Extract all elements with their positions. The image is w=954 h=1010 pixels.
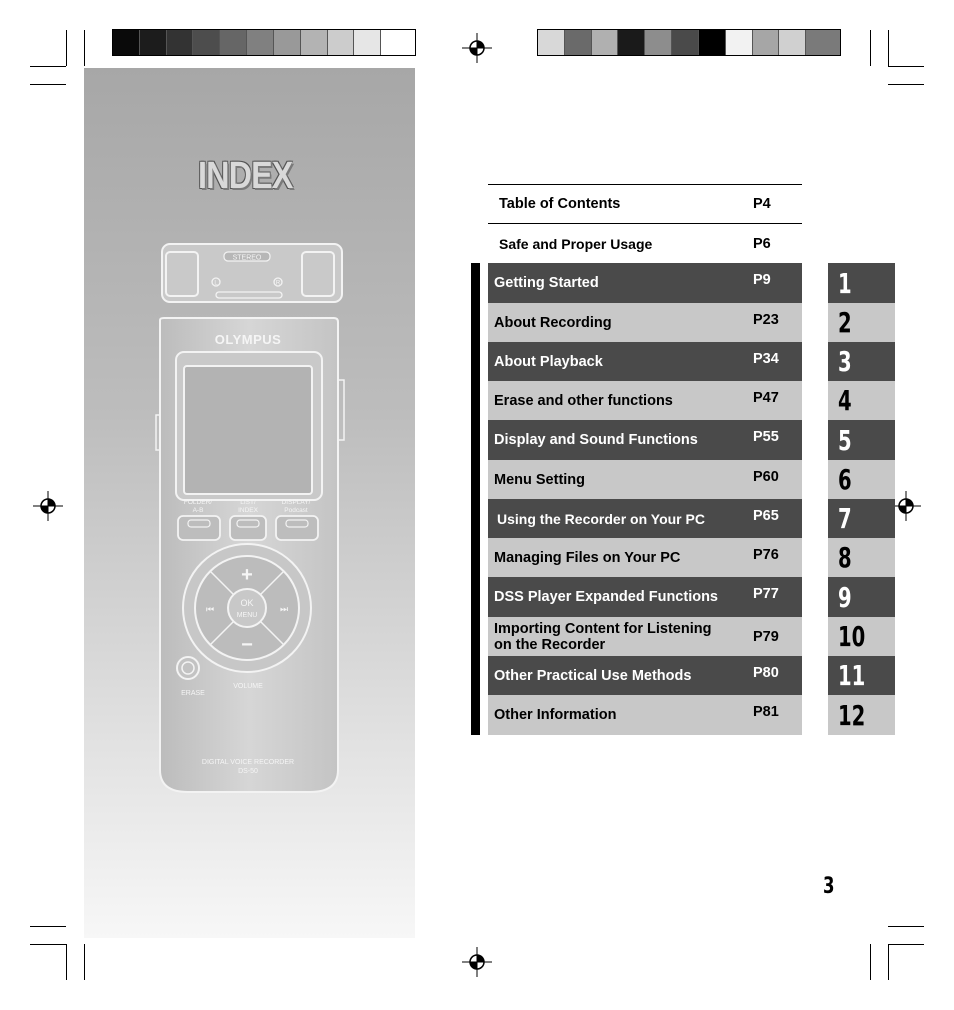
chapter-tab-3[interactable]: 3 <box>828 342 895 381</box>
volume-label: VOLUME <box>233 683 263 690</box>
plus-icon: + <box>241 564 253 586</box>
index-button-label: INDEX <box>238 507 258 514</box>
menu-label: MENU <box>236 612 258 619</box>
toc-page: P4 <box>753 196 771 212</box>
toc-label: Managing Files on Your PC <box>494 549 681 566</box>
display-button-label: DISPLAY/ <box>281 499 311 506</box>
toc-row-menu-setting[interactable] <box>488 460 802 499</box>
chapter-tab-2[interactable]: 2 <box>828 303 895 342</box>
chapter-bar <box>471 263 480 735</box>
toc-label: Erase and other functions <box>494 392 673 409</box>
toc-label-line2: on the Recorder <box>494 637 606 653</box>
page-number: 3 <box>823 874 835 899</box>
right-mic-label: R <box>275 280 281 287</box>
toc-page: P76 <box>753 547 779 563</box>
toc-page: P23 <box>753 312 779 328</box>
brand-logo: OLYMPUS <box>214 332 282 347</box>
ab-button-label: A-B <box>192 507 204 514</box>
toc-row-importing-content[interactable] <box>488 617 802 656</box>
toc-page: P81 <box>753 704 779 720</box>
list-button-label: LIST/ <box>240 499 256 506</box>
toc-label: Other Practical Use Methods <box>494 667 692 684</box>
fast-forward-icon: ⏭ <box>279 605 289 615</box>
toc-label <box>494 621 711 653</box>
chapter-tab-1[interactable]: 1 <box>828 263 895 303</box>
toc-page: P65 <box>753 508 779 524</box>
toc-row-display-sound[interactable] <box>488 420 802 460</box>
toc-row-table-of-contents[interactable] <box>488 185 802 223</box>
toc-page: P34 <box>753 351 779 367</box>
toc-label: About Playback <box>494 353 603 370</box>
color-strip-right <box>537 29 841 56</box>
toc-row-recorder-on-pc[interactable] <box>488 499 802 538</box>
toc-page: P9 <box>753 272 771 288</box>
folder-button-label: FOLDER/ <box>183 499 213 506</box>
toc-row-dss-player[interactable] <box>488 577 802 617</box>
chapter-tab-9[interactable]: 9 <box>828 577 895 617</box>
toc-label: Safe and Proper Usage <box>499 235 653 252</box>
chapter-tab-10[interactable]: 10 <box>828 617 895 656</box>
model-number: DS-50 <box>238 768 258 775</box>
toc-row-other-information[interactable] <box>488 695 802 735</box>
chapter-tab-11[interactable]: 11 <box>828 656 895 695</box>
chapter-tab-8[interactable]: 8 <box>828 538 895 577</box>
registration-mark-left <box>33 491 63 521</box>
toc-label: About Recording <box>494 314 612 331</box>
index-title: INDEX <box>198 155 293 197</box>
toc-label: Other Information <box>494 707 617 723</box>
chapter-tab-4[interactable]: 4 <box>828 381 895 420</box>
toc-row-managing-files[interactable] <box>488 538 802 577</box>
podcast-button-label: Podcast <box>284 507 308 514</box>
toc-page: P80 <box>753 665 779 681</box>
registration-mark-right <box>891 491 921 521</box>
chapter-tab-6[interactable]: 6 <box>828 460 895 499</box>
voice-recorder-illustration <box>150 240 350 800</box>
toc-label-line1: Importing Content for Listening <box>494 621 712 637</box>
toc-label: Display and Sound Functions <box>494 432 698 448</box>
erase-label: ERASE <box>181 690 205 697</box>
left-mic-label: L <box>214 280 218 287</box>
rewind-icon: ⏮ <box>205 605 215 615</box>
model-name: DIGITAL VOICE RECORDER <box>201 759 295 766</box>
toc-label: Menu Setting <box>494 471 586 488</box>
toc-page: P6 <box>753 235 771 252</box>
toc-page: P77 <box>753 586 779 602</box>
toc-row-safe-usage[interactable] <box>488 224 802 263</box>
toc-row-about-playback[interactable] <box>488 342 802 381</box>
toc-page: P47 <box>753 390 779 406</box>
toc-row-about-recording[interactable] <box>488 303 802 342</box>
toc-row-practical-methods[interactable] <box>488 656 802 695</box>
toc-row-getting-started[interactable] <box>488 263 802 303</box>
chapter-tab-5[interactable]: 5 <box>828 420 895 460</box>
toc-page: P60 <box>753 469 779 485</box>
toc-label: Getting Started <box>494 275 599 291</box>
chapter-tab-7[interactable]: 7 <box>828 499 895 538</box>
registration-mark-bottom <box>462 947 492 977</box>
ok-label: OK <box>240 598 254 608</box>
toc-page: P55 <box>753 429 779 445</box>
grayscale-strip-left <box>112 29 416 56</box>
stereo-label: STEREO <box>232 254 262 262</box>
toc-label: Using the Recorder on Your PC <box>497 510 705 527</box>
toc-page: P79 <box>753 628 779 645</box>
toc-row-erase-functions[interactable] <box>488 381 802 420</box>
toc-label: DSS Player Expanded Functions <box>494 589 718 605</box>
toc-label: Table of Contents <box>499 196 621 212</box>
registration-mark-top <box>462 33 492 63</box>
chapter-tab-12[interactable]: 12 <box>828 695 895 735</box>
minus-icon: − <box>241 634 253 656</box>
